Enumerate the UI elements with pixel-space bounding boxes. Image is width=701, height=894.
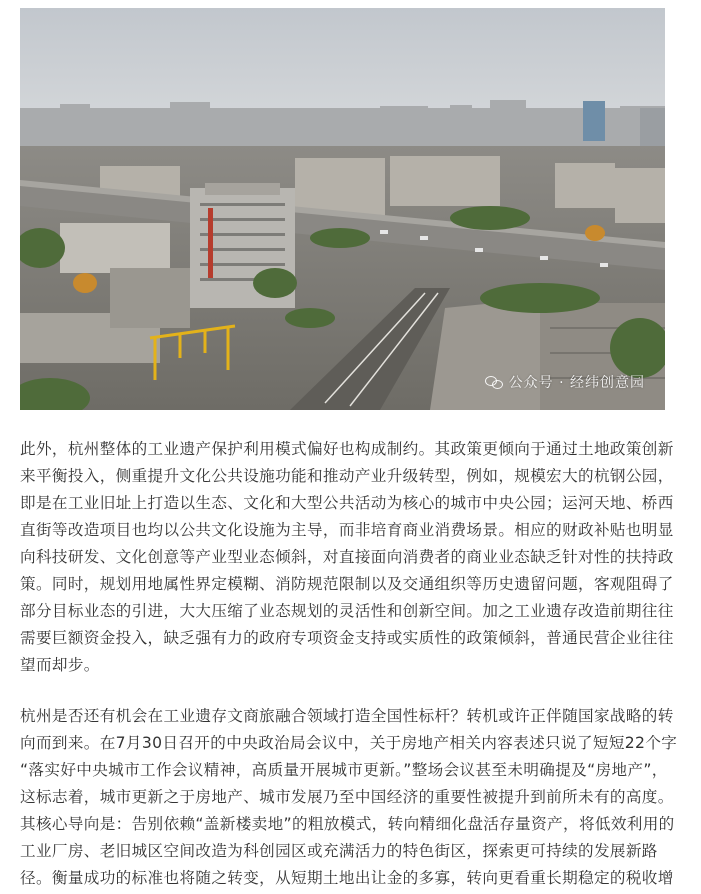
paragraph-1-line: 望而却步。 <box>20 656 100 674</box>
aerial-city-photo <box>20 8 665 410</box>
wechat-icon <box>485 375 503 389</box>
paragraph-1-line: 策。同时，规划用地属性界定模糊、消防规范限制以及交通组织等历史遗留问题，客观阻碍了 <box>20 575 674 593</box>
paragraph-1-line: 直街等改造项目也均以公共文化设施为主导，而非培育商业消费场景。相应的财政补贴也明显 <box>20 521 674 539</box>
paragraph-2 <box>20 703 678 892</box>
paragraph-2-line: 向而到来。在7月30日召开的中央政治局会议中，关于房地产相关内容表述只说了短短22个字 <box>20 734 678 752</box>
paragraph-1-line: 向科技研发、文化创意等产业型业态倾斜，对直接面向消费者的商业业态缺乏针对性的扶持政 <box>20 548 674 566</box>
paragraph-1 <box>20 436 674 679</box>
paragraph-2-line: 杭州是否还有机会在工业遗存文商旅融合领域打造全国性标杆？转机或许正伴随国家战略的转 <box>20 707 674 725</box>
watermark-text: 公众号 · 经纬创意园 <box>508 375 645 391</box>
aerial-photo-illustration <box>20 8 665 410</box>
paragraph-2-line: 工业厂房、老旧城区空间改造为科创园区或充满活力的特色街区，探索更可持续的发展新路 <box>20 842 658 860</box>
paragraph-1-line: 部分目标业态的引进，大大压缩了业态规划的灵活性和创新空间。加之工业遗存改造前期往往 <box>20 602 674 620</box>
paragraph-2-line: “落实好中央城市工作会议精神，高质量开展城市更新。”整场会议甚至未明确提及“房地产”， <box>20 761 668 779</box>
paragraph-1-line: 来平衡投入，侧重提升文化公共设施功能和推动产业升级转型，例如，规模宏大的杭钢公园， <box>20 467 674 485</box>
paragraph-2-line: 其核心导向是：告别依赖“盖新楼卖地”的粗放模式，转向精细化盘活存量资产，将低效利用的 <box>20 815 675 833</box>
paragraph-2-line: 这标志着，城市更新之于房地产、城市发展乃至中国经济的重要性被提升到前所未有的高度。 <box>20 788 674 806</box>
watermark <box>485 372 645 392</box>
paragraph-2-line: 径。衡量成功的标准也将随之转变，从短期土地出让金的多寡，转向更看重长期稳定的税收增 <box>20 869 674 887</box>
paragraph-1-line: 需要巨额资金投入，缺乏强有力的政府专项资金支持或实质性的政策倾斜，普通民营企业往往 <box>20 629 674 647</box>
paragraph-1-line: 即是在工业旧址上打造以生态、文化和大型公共活动为核心的城市中央公园；运河天地、桥西 <box>20 494 674 512</box>
paragraph-1-line: 此外，杭州整体的工业遗产保护利用模式偏好也构成制约。其政策更倾向于通过土地政策创新 <box>20 440 674 458</box>
